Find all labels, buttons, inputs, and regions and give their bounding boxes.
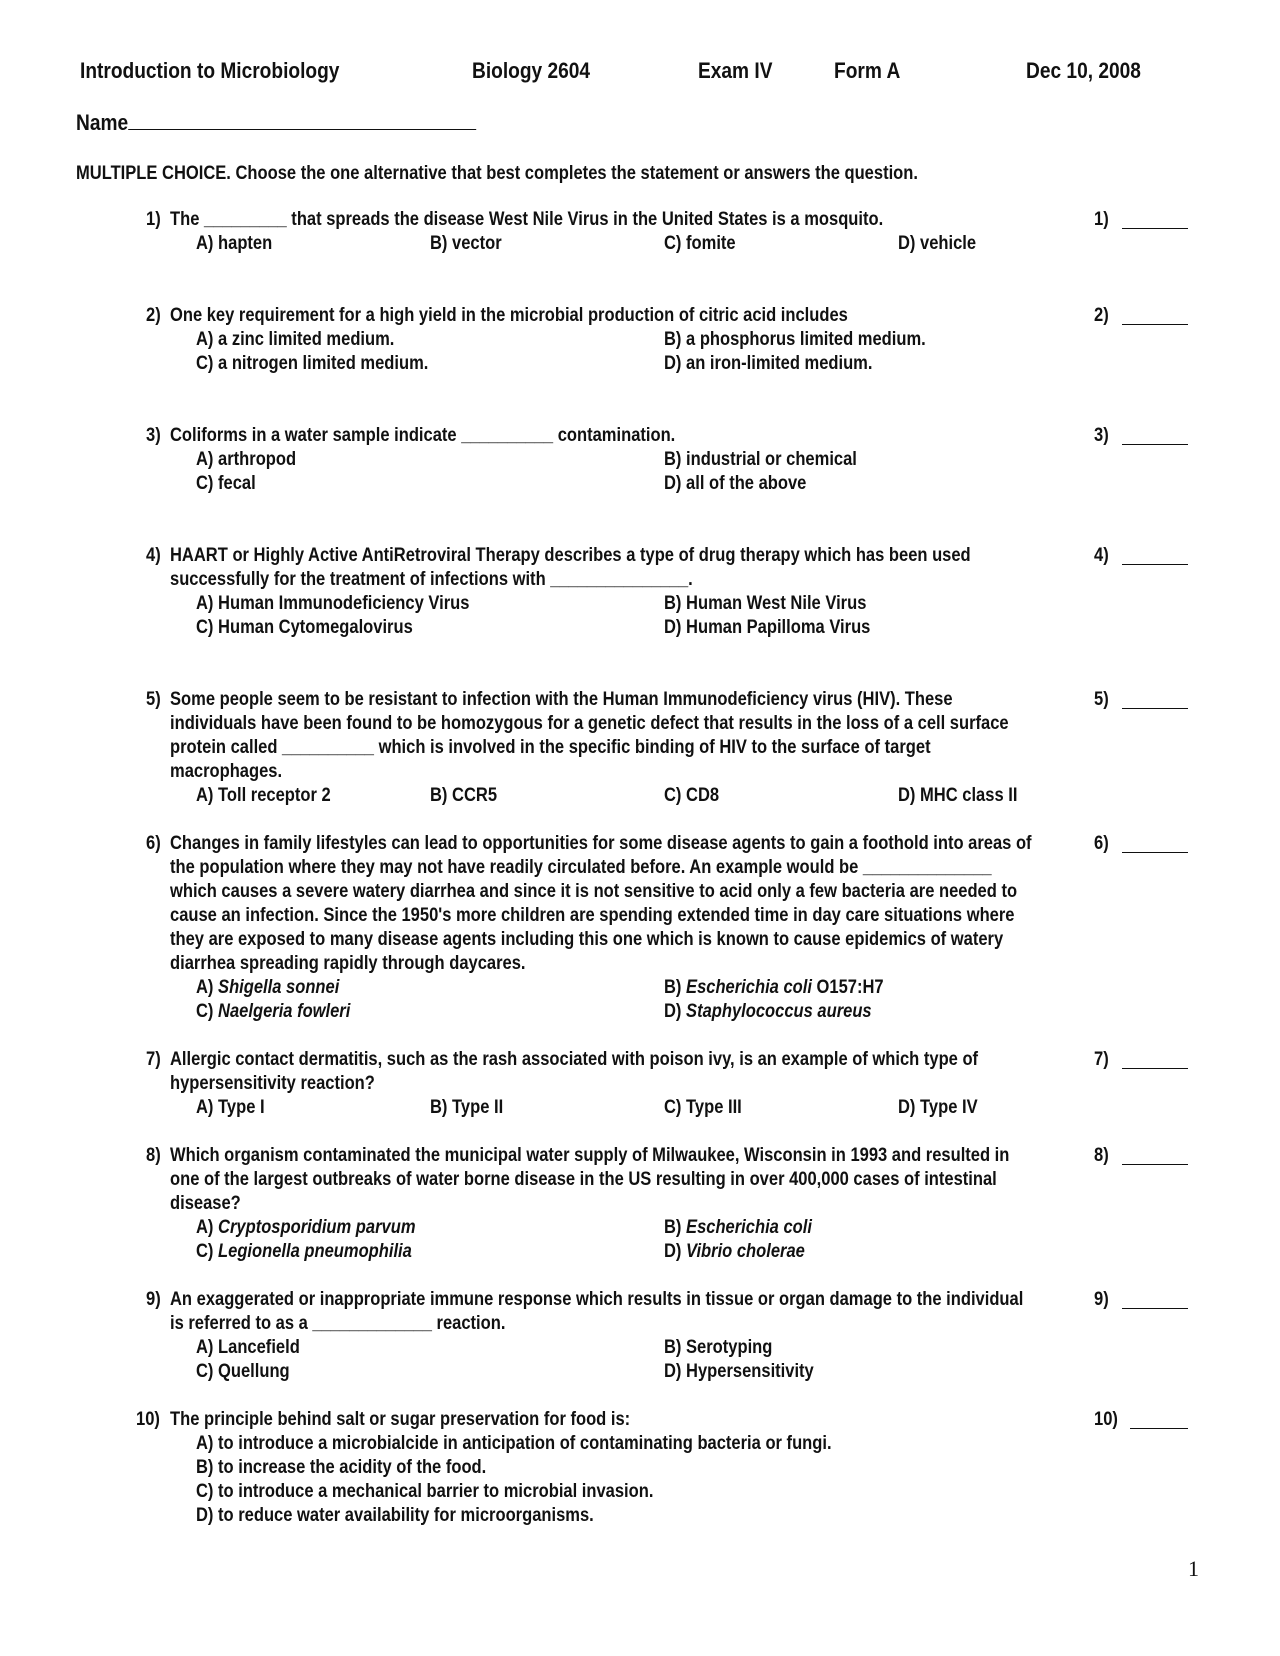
name-label: Name bbox=[76, 110, 129, 135]
choice-a[interactable]: A) Lancefield bbox=[196, 1337, 300, 1358]
choice-d[interactable]: D) to reduce water availability for microorganisms. bbox=[196, 1505, 594, 1526]
course-title: Introduction to Microbiology bbox=[80, 58, 340, 83]
question-number: 8) bbox=[146, 1145, 161, 1166]
exam-date: Dec 10, 2008 bbox=[1026, 58, 1141, 83]
question-stem-line: cause an infection. Since the 1950's more children are spending extended time in day care situations where bbox=[170, 905, 1015, 926]
answer-label: 4) bbox=[1094, 545, 1109, 566]
choice-c[interactable]: C) Human Cytomegalovirus bbox=[196, 617, 413, 638]
choice-a[interactable]: A) Human Immunodeficiency Virus bbox=[196, 593, 470, 614]
question-number: 7) bbox=[146, 1049, 161, 1070]
answer-blank[interactable] bbox=[1122, 850, 1188, 853]
question-stem-line: they are exposed to many disease agents including this one which is known to cause epidemics of watery bbox=[170, 929, 1004, 950]
question-stem-line: disease? bbox=[170, 1193, 241, 1214]
page-number: 1 bbox=[1188, 1556, 1199, 1581]
question-number: 4) bbox=[146, 545, 161, 566]
choice-a[interactable]: A) Cryptosporidium parvum bbox=[196, 1217, 416, 1238]
question-stem-line: protein called __________ which is involved in the specific binding of HIV to the surface of target bbox=[170, 737, 931, 758]
choice-d[interactable]: D) Hypersensitivity bbox=[664, 1361, 814, 1382]
choice-a[interactable]: A) hapten bbox=[196, 233, 273, 254]
answer-label: 3) bbox=[1094, 425, 1109, 446]
choice-a[interactable]: A) a zinc limited medium. bbox=[196, 329, 395, 350]
answer-blank[interactable] bbox=[1122, 562, 1188, 565]
choice-b[interactable]: B) CCR5 bbox=[430, 785, 498, 806]
exam-form: Form A bbox=[834, 58, 901, 83]
question-stem-line: Changes in family lifestyles can lead to opportunities for some disease agents to gain a foothold into areas of bbox=[170, 833, 1032, 854]
question-number: 3) bbox=[146, 425, 161, 446]
answer-blank[interactable] bbox=[1122, 1306, 1188, 1309]
instructions: MULTIPLE CHOICE. Choose the one alternative that best completes the statement or answers the question. bbox=[76, 163, 918, 184]
question-stem-line: macrophages. bbox=[170, 761, 283, 782]
choice-d[interactable]: D) vehicle bbox=[898, 233, 977, 254]
choice-c[interactable]: C) to introduce a mechanical barrier to microbial invasion. bbox=[196, 1481, 654, 1502]
choice-a[interactable]: A) Toll receptor 2 bbox=[196, 785, 331, 806]
question-stem-line: An exaggerated or inappropriate immune response which results in tissue or organ damage to the individual bbox=[170, 1289, 1024, 1310]
choice-a[interactable]: A) to introduce a microbialcide in anticipation of contaminating bacteria or fungi. bbox=[196, 1433, 832, 1454]
question-stem-line: one of the largest outbreaks of water borne disease in the US resulting in over 400,000 cases of intestinal bbox=[170, 1169, 997, 1190]
choice-a[interactable]: A) Type I bbox=[196, 1097, 265, 1118]
answer-label: 10) bbox=[1094, 1409, 1118, 1430]
question-stem-line: Some people seem to be resistant to infection with the Human Immunodeficiency virus (HIV). These bbox=[170, 689, 953, 710]
choice-b[interactable]: B) Escherichia coli bbox=[664, 1217, 812, 1238]
choice-d[interactable]: D) all of the above bbox=[664, 473, 807, 494]
answer-label: 2) bbox=[1094, 305, 1109, 326]
name-blank[interactable] bbox=[128, 111, 476, 130]
answer-blank[interactable] bbox=[1122, 706, 1188, 709]
question-stem-line: which causes a severe watery diarrhea and since it is not sensitive to acid only a few bacteria are needed to bbox=[170, 881, 1018, 902]
question-stem-line: Which organism contaminated the municipal water supply of Milwaukee, Wisconsin in 1993 and resulted in bbox=[170, 1145, 1010, 1166]
answer-label: 8) bbox=[1094, 1145, 1109, 1166]
choice-b[interactable]: B) industrial or chemical bbox=[664, 449, 857, 470]
choice-b[interactable]: B) Serotyping bbox=[664, 1337, 773, 1358]
answer-label: 9) bbox=[1094, 1289, 1109, 1310]
answer-label: 1) bbox=[1094, 209, 1109, 230]
question-stem-line: the population where they may not have readily circulated before. An example would be ______________ bbox=[170, 857, 992, 878]
question-stem: The _________ that spreads the disease West Nile Virus in the United States is a mosquito. bbox=[170, 209, 884, 230]
question-number: 9) bbox=[146, 1289, 161, 1310]
exam-number: Exam IV bbox=[698, 58, 773, 83]
question-stem: The principle behind salt or sugar preservation for food is: bbox=[170, 1409, 631, 1430]
question-stem: One key requirement for a high yield in the microbial production of citric acid includes bbox=[170, 305, 848, 326]
question-number: 2) bbox=[146, 305, 161, 326]
answer-label: 6) bbox=[1094, 833, 1109, 854]
choice-c[interactable]: C) Type III bbox=[664, 1097, 742, 1118]
course-code: Biology 2604 bbox=[472, 58, 591, 83]
choice-d[interactable]: D) Vibrio cholerae bbox=[664, 1241, 805, 1262]
choice-a[interactable]: A) arthropod bbox=[196, 449, 297, 470]
choice-c[interactable]: C) CD8 bbox=[664, 785, 720, 806]
answer-blank[interactable] bbox=[1122, 1066, 1188, 1069]
answer-blank[interactable] bbox=[1122, 322, 1188, 325]
question-stem-line: HAART or Highly Active AntiRetroviral Therapy describes a type of drug therapy which has been used bbox=[170, 545, 971, 566]
choice-b[interactable]: B) a phosphorus limited medium. bbox=[664, 329, 926, 350]
answer-label: 7) bbox=[1094, 1049, 1109, 1070]
question-stem: Coliforms in a water sample indicate __________ contamination. bbox=[170, 425, 676, 446]
choice-b[interactable]: B) to increase the acidity of the food. bbox=[196, 1457, 487, 1478]
choice-c[interactable]: C) a nitrogen limited medium. bbox=[196, 353, 429, 374]
choice-c[interactable]: C) fecal bbox=[196, 473, 256, 494]
question-stem-line: Allergic contact dermatitis, such as the rash associated with poison ivy, is an example of which type of bbox=[170, 1049, 979, 1070]
answer-blank[interactable] bbox=[1122, 442, 1188, 445]
choice-c[interactable]: C) Quellung bbox=[196, 1361, 290, 1382]
choice-b[interactable]: B) Type II bbox=[430, 1097, 504, 1118]
question-stem-line: individuals have been found to be homozygous for a genetic defect that results in the loss of a cell surface bbox=[170, 713, 1009, 734]
choice-d[interactable]: D) Type IV bbox=[898, 1097, 978, 1118]
question-number: 5) bbox=[146, 689, 161, 710]
answer-blank[interactable] bbox=[1130, 1426, 1188, 1429]
choice-c[interactable]: C) Naelgeria fowleri bbox=[196, 1001, 351, 1022]
choice-c[interactable]: C) fomite bbox=[664, 233, 736, 254]
answer-label: 5) bbox=[1094, 689, 1109, 710]
question-number: 6) bbox=[146, 833, 161, 854]
choice-b[interactable]: B) Human West Nile Virus bbox=[664, 593, 867, 614]
answer-blank[interactable] bbox=[1122, 1162, 1188, 1165]
question-stem-line: is referred to as a _____________ reaction. bbox=[170, 1313, 506, 1334]
question-number: 10) bbox=[136, 1409, 160, 1430]
choice-b[interactable]: B) Escherichia coli O157:H7 bbox=[664, 977, 884, 998]
question-stem-line: hypersensitivity reaction? bbox=[170, 1073, 375, 1094]
choice-b[interactable]: B) vector bbox=[430, 233, 502, 254]
choice-a[interactable]: A) Shigella sonnei bbox=[196, 977, 340, 998]
question-stem-line: successfully for the treatment of infections with _______________. bbox=[170, 569, 693, 590]
choice-d[interactable]: D) Staphylococcus aureus bbox=[664, 1001, 872, 1022]
choice-d[interactable]: D) Human Papilloma Virus bbox=[664, 617, 871, 638]
question-number: 1) bbox=[146, 209, 161, 230]
choice-d[interactable]: D) an iron-limited medium. bbox=[664, 353, 873, 374]
name-field bbox=[76, 110, 476, 136]
choice-c[interactable]: C) Legionella pneumophilia bbox=[196, 1241, 412, 1262]
answer-blank[interactable] bbox=[1122, 226, 1188, 229]
question-stem-line: diarrhea spreading rapidly through daycares. bbox=[170, 953, 526, 974]
choice-d[interactable]: D) MHC class II bbox=[898, 785, 1018, 806]
